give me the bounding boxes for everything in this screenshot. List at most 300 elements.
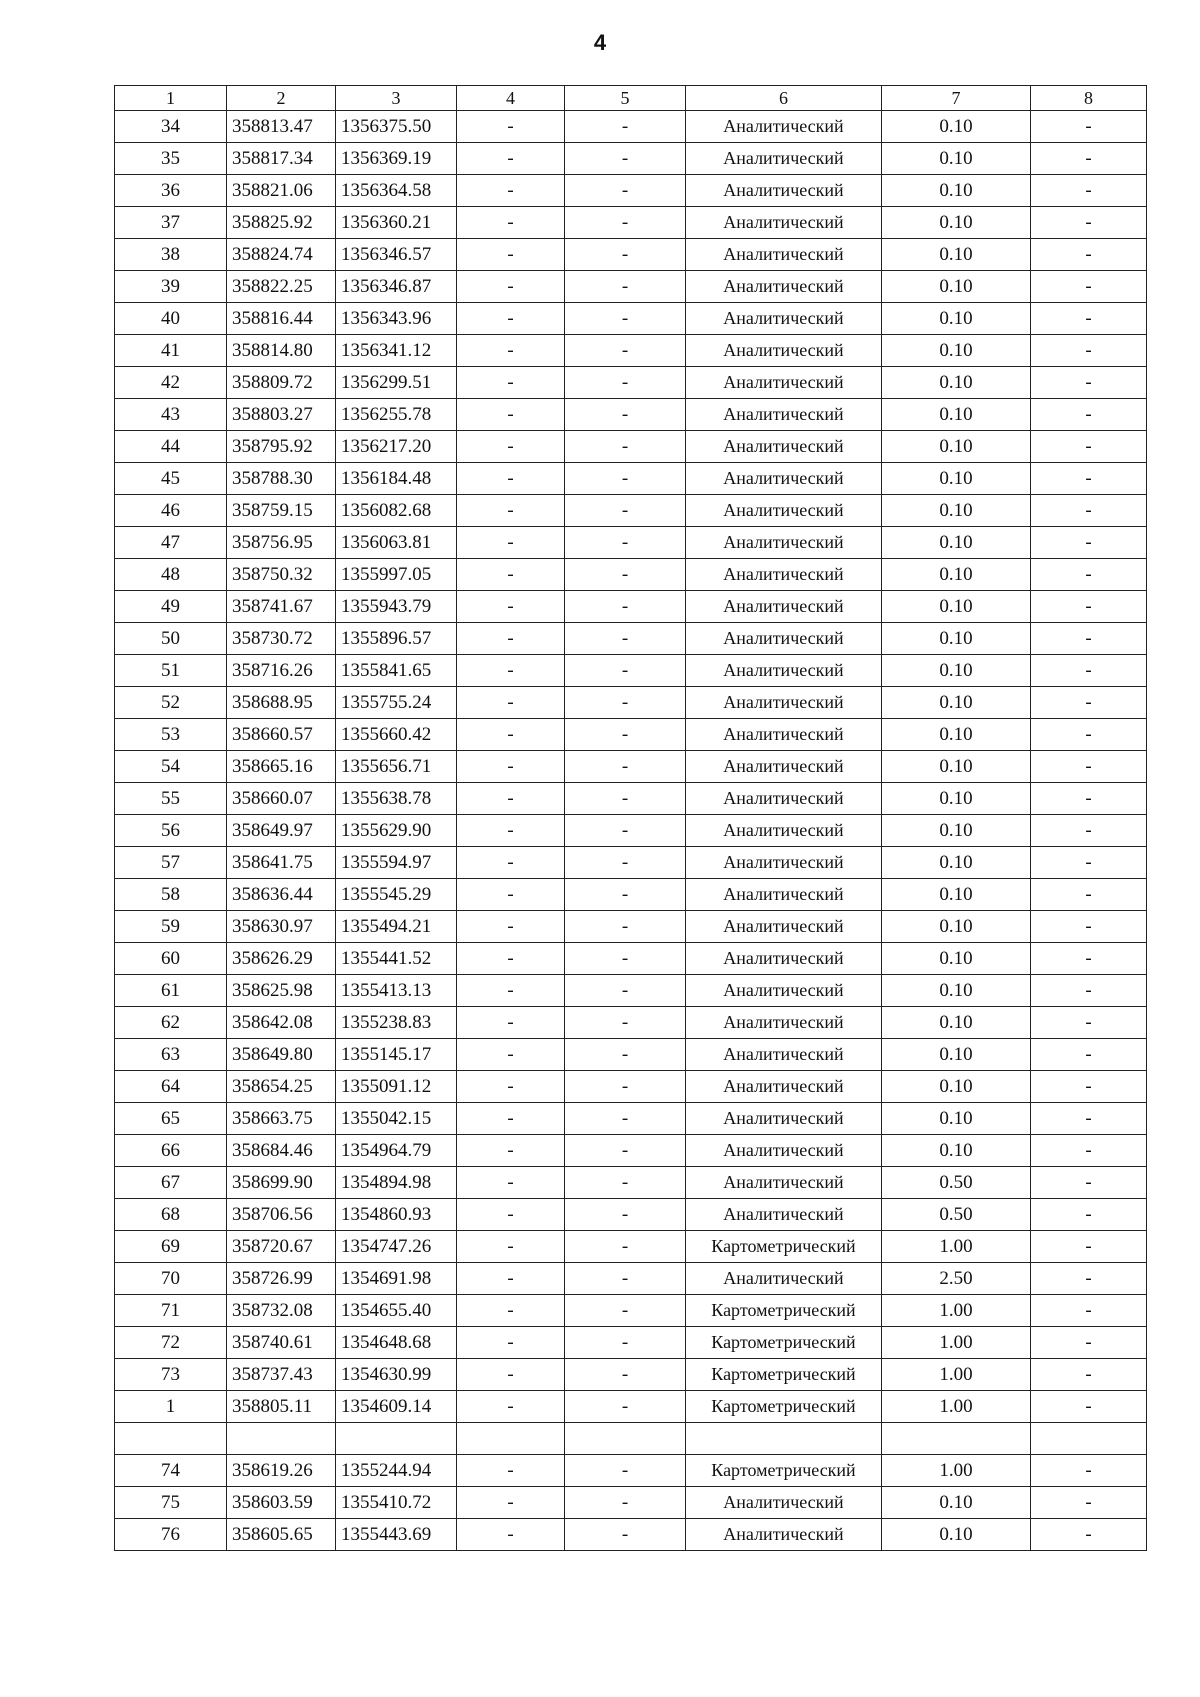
y-coordinate-cell: 1354894.98: [336, 1167, 457, 1199]
x-coordinate-cell: 358759.15: [227, 495, 336, 527]
method-cell: Картометрический: [686, 1359, 882, 1391]
point-number-cell: 60: [115, 943, 227, 975]
y-coordinate-cell: 1354860.93: [336, 1199, 457, 1231]
method-cell: Аналитический: [686, 303, 882, 335]
col4-cell: -: [457, 239, 565, 271]
col8-cell: -: [1031, 175, 1147, 207]
table-row: [115, 687, 1147, 719]
col8-cell: -: [1031, 943, 1147, 975]
table-row: [115, 1359, 1147, 1391]
x-coordinate-cell: 358626.29: [227, 943, 336, 975]
y-coordinate-cell: 1356082.68: [336, 495, 457, 527]
accuracy-cell: 0.10: [882, 1135, 1031, 1167]
point-number-cell: 57: [115, 847, 227, 879]
y-coordinate-cell: 1355410.72: [336, 1487, 457, 1519]
method-cell: Аналитический: [686, 399, 882, 431]
accuracy-cell: 0.10: [882, 975, 1031, 1007]
col4-cell: -: [457, 1391, 565, 1423]
method-cell: Аналитический: [686, 719, 882, 751]
table-row: [115, 175, 1147, 207]
method-cell: Аналитический: [686, 1007, 882, 1039]
x-coordinate-cell: 358630.97: [227, 911, 336, 943]
table-row: [115, 1231, 1147, 1263]
table-row: [115, 1071, 1147, 1103]
col8-cell: -: [1031, 271, 1147, 303]
col5-cell: -: [565, 399, 686, 431]
method-cell: Аналитический: [686, 655, 882, 687]
col4-cell: -: [457, 1135, 565, 1167]
table-row: [115, 111, 1147, 143]
accuracy-cell: 0.10: [882, 111, 1031, 143]
point-number-cell: 42: [115, 367, 227, 399]
col4-cell: -: [457, 591, 565, 623]
col5-cell: -: [565, 719, 686, 751]
accuracy-cell: 0.10: [882, 751, 1031, 783]
column-header: 8: [1031, 86, 1147, 111]
y-coordinate-cell: 1354648.68: [336, 1327, 457, 1359]
col4-cell: -: [457, 655, 565, 687]
y-coordinate-cell: 1355997.05: [336, 559, 457, 591]
y-coordinate-cell: 1355238.83: [336, 1007, 457, 1039]
accuracy-cell: 0.10: [882, 1487, 1031, 1519]
column-header: 1: [115, 86, 227, 111]
col4-cell: -: [457, 335, 565, 367]
table-row: [115, 1295, 1147, 1327]
point-number-cell: 51: [115, 655, 227, 687]
col8-cell: -: [1031, 1199, 1147, 1231]
col8-cell: -: [1031, 815, 1147, 847]
col8-cell: -: [1031, 1039, 1147, 1071]
method-cell: Аналитический: [686, 815, 882, 847]
col8-cell: -: [1031, 207, 1147, 239]
method-cell: Аналитический: [686, 911, 882, 943]
table-row: [115, 207, 1147, 239]
x-coordinate-cell: 358788.30: [227, 463, 336, 495]
col4-cell: -: [457, 815, 565, 847]
y-coordinate-cell: 1355042.15: [336, 1103, 457, 1135]
point-number-cell: 49: [115, 591, 227, 623]
y-coordinate-cell: 1355091.12: [336, 1071, 457, 1103]
x-coordinate-cell: 358625.98: [227, 975, 336, 1007]
x-coordinate-cell: 358619.26: [227, 1455, 336, 1487]
coordinates-table: [114, 85, 1147, 1551]
x-coordinate-cell: 358740.61: [227, 1327, 336, 1359]
y-coordinate-cell: 1354609.14: [336, 1391, 457, 1423]
col8-cell: -: [1031, 1167, 1147, 1199]
col8-cell: -: [1031, 975, 1147, 1007]
y-coordinate-cell: 1355594.97: [336, 847, 457, 879]
table-row: [115, 623, 1147, 655]
table-row: [115, 1519, 1147, 1551]
col5-cell: -: [565, 1487, 686, 1519]
method-cell: Аналитический: [686, 1487, 882, 1519]
col4-cell: -: [457, 303, 565, 335]
point-number-cell: 75: [115, 1487, 227, 1519]
col4-cell: -: [457, 623, 565, 655]
y-coordinate-cell: 1356343.96: [336, 303, 457, 335]
x-coordinate-cell: 358654.25: [227, 1071, 336, 1103]
col4-cell: -: [457, 975, 565, 1007]
y-coordinate-cell: 1355443.69: [336, 1519, 457, 1551]
col4-cell: -: [457, 943, 565, 975]
table-row: [115, 1199, 1147, 1231]
method-cell: [686, 1423, 882, 1455]
table-row: [115, 591, 1147, 623]
column-header: 3: [336, 86, 457, 111]
col4-cell: -: [457, 271, 565, 303]
y-coordinate-cell: 1354655.40: [336, 1295, 457, 1327]
x-coordinate-cell: 358814.80: [227, 335, 336, 367]
col8-cell: -: [1031, 1007, 1147, 1039]
accuracy-cell: 0.10: [882, 1519, 1031, 1551]
col8-cell: -: [1031, 1359, 1147, 1391]
col5-cell: -: [565, 943, 686, 975]
table-row: [115, 1423, 1147, 1455]
x-coordinate-cell: 358824.74: [227, 239, 336, 271]
x-coordinate-cell: 358665.16: [227, 751, 336, 783]
col4-cell: -: [457, 207, 565, 239]
method-cell: Аналитический: [686, 1071, 882, 1103]
method-cell: Аналитический: [686, 111, 882, 143]
col8-cell: -: [1031, 559, 1147, 591]
accuracy-cell: 0.10: [882, 207, 1031, 239]
col4-cell: -: [457, 1071, 565, 1103]
col8-cell: -: [1031, 1231, 1147, 1263]
table-row: [115, 911, 1147, 943]
y-coordinate-cell: 1356375.50: [336, 111, 457, 143]
x-coordinate-cell: 358642.08: [227, 1007, 336, 1039]
column-header: 4: [457, 86, 565, 111]
table-row: [115, 1487, 1147, 1519]
x-coordinate-cell: 358716.26: [227, 655, 336, 687]
table-row: [115, 719, 1147, 751]
col8-cell: -: [1031, 303, 1147, 335]
accuracy-cell: 0.50: [882, 1167, 1031, 1199]
accuracy-cell: 2.50: [882, 1263, 1031, 1295]
method-cell: Аналитический: [686, 495, 882, 527]
col4-cell: -: [457, 175, 565, 207]
col5-cell: -: [565, 239, 686, 271]
method-cell: Аналитический: [686, 1103, 882, 1135]
method-cell: Аналитический: [686, 783, 882, 815]
accuracy-cell: 1.00: [882, 1391, 1031, 1423]
point-number-cell: 44: [115, 431, 227, 463]
col5-cell: [565, 1423, 686, 1455]
col8-cell: -: [1031, 399, 1147, 431]
method-cell: Картометрический: [686, 1327, 882, 1359]
col5-cell: -: [565, 303, 686, 335]
point-number-cell: [115, 1423, 227, 1455]
y-coordinate-cell: 1355545.29: [336, 879, 457, 911]
table-row: [115, 1263, 1147, 1295]
col8-cell: -: [1031, 367, 1147, 399]
col5-cell: -: [565, 847, 686, 879]
col4-cell: -: [457, 1231, 565, 1263]
x-coordinate-cell: 358825.92: [227, 207, 336, 239]
point-number-cell: 53: [115, 719, 227, 751]
table-body: [115, 86, 1147, 1551]
point-number-cell: 58: [115, 879, 227, 911]
point-number-cell: 73: [115, 1359, 227, 1391]
col5-cell: -: [565, 1135, 686, 1167]
col8-cell: -: [1031, 751, 1147, 783]
x-coordinate-cell: 358660.57: [227, 719, 336, 751]
x-coordinate-cell: 358603.59: [227, 1487, 336, 1519]
x-coordinate-cell: [227, 1423, 336, 1455]
method-cell: Аналитический: [686, 751, 882, 783]
col8-cell: -: [1031, 1327, 1147, 1359]
y-coordinate-cell: 1355244.94: [336, 1455, 457, 1487]
method-cell: Картометрический: [686, 1455, 882, 1487]
col4-cell: -: [457, 1167, 565, 1199]
col4-cell: -: [457, 1295, 565, 1327]
table-row: [115, 271, 1147, 303]
col4-cell: -: [457, 559, 565, 591]
table-row: [115, 143, 1147, 175]
table-row: [115, 495, 1147, 527]
accuracy-cell: 0.10: [882, 879, 1031, 911]
accuracy-cell: 0.10: [882, 367, 1031, 399]
y-coordinate-cell: 1356346.57: [336, 239, 457, 271]
table-row: [115, 367, 1147, 399]
col4-cell: -: [457, 1007, 565, 1039]
col4-cell: -: [457, 783, 565, 815]
point-number-cell: 52: [115, 687, 227, 719]
method-cell: Картометрический: [686, 1295, 882, 1327]
col8-cell: -: [1031, 495, 1147, 527]
accuracy-cell: 1.00: [882, 1295, 1031, 1327]
col5-cell: -: [565, 655, 686, 687]
method-cell: Аналитический: [686, 431, 882, 463]
col5-cell: -: [565, 879, 686, 911]
y-coordinate-cell: 1356346.87: [336, 271, 457, 303]
y-coordinate-cell: 1354630.99: [336, 1359, 457, 1391]
y-coordinate-cell: 1355145.17: [336, 1039, 457, 1071]
col4-cell: -: [457, 1039, 565, 1071]
accuracy-cell: 0.10: [882, 623, 1031, 655]
col4-cell: -: [457, 687, 565, 719]
method-cell: Аналитический: [686, 175, 882, 207]
method-cell: Аналитический: [686, 1519, 882, 1551]
x-coordinate-cell: 358684.46: [227, 1135, 336, 1167]
y-coordinate-cell: 1355943.79: [336, 591, 457, 623]
col5-cell: -: [565, 687, 686, 719]
method-cell: Аналитический: [686, 943, 882, 975]
point-number-cell: 35: [115, 143, 227, 175]
accuracy-cell: 0.10: [882, 687, 1031, 719]
x-coordinate-cell: 358663.75: [227, 1103, 336, 1135]
x-coordinate-cell: 358795.92: [227, 431, 336, 463]
x-coordinate-cell: 358726.99: [227, 1263, 336, 1295]
col4-cell: -: [457, 879, 565, 911]
col8-cell: -: [1031, 623, 1147, 655]
x-coordinate-cell: 358720.67: [227, 1231, 336, 1263]
table-row: [115, 1007, 1147, 1039]
point-number-cell: 55: [115, 783, 227, 815]
column-header: 5: [565, 86, 686, 111]
accuracy-cell: 0.10: [882, 559, 1031, 591]
accuracy-cell: 0.10: [882, 655, 1031, 687]
x-coordinate-cell: 358805.11: [227, 1391, 336, 1423]
col8-cell: -: [1031, 719, 1147, 751]
col5-cell: -: [565, 1455, 686, 1487]
point-number-cell: 62: [115, 1007, 227, 1039]
x-coordinate-cell: 358688.95: [227, 687, 336, 719]
accuracy-cell: 0.10: [882, 271, 1031, 303]
col4-cell: -: [457, 527, 565, 559]
x-coordinate-cell: 358730.72: [227, 623, 336, 655]
col4-cell: -: [457, 143, 565, 175]
table-row: [115, 1327, 1147, 1359]
col4-cell: -: [457, 1103, 565, 1135]
col4-cell: -: [457, 1487, 565, 1519]
y-coordinate-cell: 1355660.42: [336, 719, 457, 751]
y-coordinate-cell: 1355629.90: [336, 815, 457, 847]
point-number-cell: 65: [115, 1103, 227, 1135]
col8-cell: -: [1031, 463, 1147, 495]
col4-cell: [457, 1423, 565, 1455]
table-row: [115, 1455, 1147, 1487]
point-number-cell: 34: [115, 111, 227, 143]
col5-cell: -: [565, 431, 686, 463]
method-cell: Картометрический: [686, 1231, 882, 1263]
y-coordinate-cell: 1356364.58: [336, 175, 457, 207]
col4-cell: -: [457, 463, 565, 495]
col8-cell: -: [1031, 1135, 1147, 1167]
accuracy-cell: 0.10: [882, 911, 1031, 943]
col8-cell: -: [1031, 239, 1147, 271]
point-number-cell: 68: [115, 1199, 227, 1231]
point-number-cell: 48: [115, 559, 227, 591]
column-header: 7: [882, 86, 1031, 111]
x-coordinate-cell: 358821.06: [227, 175, 336, 207]
col5-cell: -: [565, 367, 686, 399]
accuracy-cell: 0.10: [882, 463, 1031, 495]
point-number-cell: 64: [115, 1071, 227, 1103]
col5-cell: -: [565, 1071, 686, 1103]
col5-cell: -: [565, 1519, 686, 1551]
col4-cell: -: [457, 1519, 565, 1551]
point-number-cell: 1: [115, 1391, 227, 1423]
y-coordinate-cell: 1355656.71: [336, 751, 457, 783]
col5-cell: -: [565, 143, 686, 175]
table-row: [115, 399, 1147, 431]
method-cell: Аналитический: [686, 527, 882, 559]
point-number-cell: 43: [115, 399, 227, 431]
y-coordinate-cell: 1356217.20: [336, 431, 457, 463]
col4-cell: -: [457, 1263, 565, 1295]
col5-cell: -: [565, 591, 686, 623]
table-row: [115, 463, 1147, 495]
y-coordinate-cell: 1356369.19: [336, 143, 457, 175]
col8-cell: -: [1031, 1391, 1147, 1423]
col5-cell: -: [565, 783, 686, 815]
table-row: [115, 879, 1147, 911]
accuracy-cell: 0.10: [882, 431, 1031, 463]
col5-cell: -: [565, 463, 686, 495]
method-cell: Аналитический: [686, 1263, 882, 1295]
y-coordinate-cell: 1355413.13: [336, 975, 457, 1007]
col5-cell: -: [565, 1327, 686, 1359]
point-number-cell: 36: [115, 175, 227, 207]
accuracy-cell: 0.10: [882, 719, 1031, 751]
method-cell: Аналитический: [686, 975, 882, 1007]
col5-cell: -: [565, 1007, 686, 1039]
col5-cell: -: [565, 1359, 686, 1391]
accuracy-cell: 0.10: [882, 495, 1031, 527]
col5-cell: -: [565, 623, 686, 655]
col5-cell: -: [565, 335, 686, 367]
method-cell: Аналитический: [686, 463, 882, 495]
point-number-cell: 74: [115, 1455, 227, 1487]
col5-cell: -: [565, 271, 686, 303]
table-row: [115, 847, 1147, 879]
col5-cell: -: [565, 751, 686, 783]
x-coordinate-cell: 358817.34: [227, 143, 336, 175]
method-cell: Аналитический: [686, 271, 882, 303]
table-row: [115, 943, 1147, 975]
point-number-cell: 71: [115, 1295, 227, 1327]
y-coordinate-cell: 1356255.78: [336, 399, 457, 431]
col8-cell: -: [1031, 335, 1147, 367]
table-row: [115, 975, 1147, 1007]
accuracy-cell: 1.00: [882, 1327, 1031, 1359]
col4-cell: -: [457, 367, 565, 399]
col8-cell: -: [1031, 783, 1147, 815]
accuracy-cell: 0.10: [882, 1039, 1031, 1071]
x-coordinate-cell: 358809.72: [227, 367, 336, 399]
x-coordinate-cell: 358649.97: [227, 815, 336, 847]
accuracy-cell: 0.10: [882, 527, 1031, 559]
method-cell: Аналитический: [686, 879, 882, 911]
y-coordinate-cell: 1355755.24: [336, 687, 457, 719]
col8-cell: -: [1031, 1071, 1147, 1103]
accuracy-cell: 0.10: [882, 335, 1031, 367]
col5-cell: -: [565, 975, 686, 1007]
x-coordinate-cell: 358641.75: [227, 847, 336, 879]
method-cell: Аналитический: [686, 687, 882, 719]
table-row: [115, 1391, 1147, 1423]
col4-cell: -: [457, 1359, 565, 1391]
col8-cell: [1031, 1423, 1147, 1455]
col8-cell: -: [1031, 1455, 1147, 1487]
accuracy-cell: 0.10: [882, 175, 1031, 207]
col8-cell: -: [1031, 143, 1147, 175]
method-cell: Аналитический: [686, 143, 882, 175]
col4-cell: -: [457, 111, 565, 143]
point-number-cell: 66: [115, 1135, 227, 1167]
method-cell: Аналитический: [686, 1039, 882, 1071]
column-header: 2: [227, 86, 336, 111]
point-number-cell: 39: [115, 271, 227, 303]
col8-cell: -: [1031, 879, 1147, 911]
x-coordinate-cell: 358649.80: [227, 1039, 336, 1071]
col5-cell: -: [565, 527, 686, 559]
method-cell: Аналитический: [686, 1167, 882, 1199]
accuracy-cell: 0.10: [882, 1103, 1031, 1135]
point-number-cell: 76: [115, 1519, 227, 1551]
accuracy-cell: 0.10: [882, 815, 1031, 847]
table-header-row: [115, 86, 1147, 111]
y-coordinate-cell: 1356063.81: [336, 527, 457, 559]
y-coordinate-cell: 1355896.57: [336, 623, 457, 655]
col5-cell: -: [565, 1263, 686, 1295]
table-row: [115, 1135, 1147, 1167]
col8-cell: -: [1031, 1519, 1147, 1551]
x-coordinate-cell: 358741.67: [227, 591, 336, 623]
y-coordinate-cell: 1356184.48: [336, 463, 457, 495]
x-coordinate-cell: 358699.90: [227, 1167, 336, 1199]
